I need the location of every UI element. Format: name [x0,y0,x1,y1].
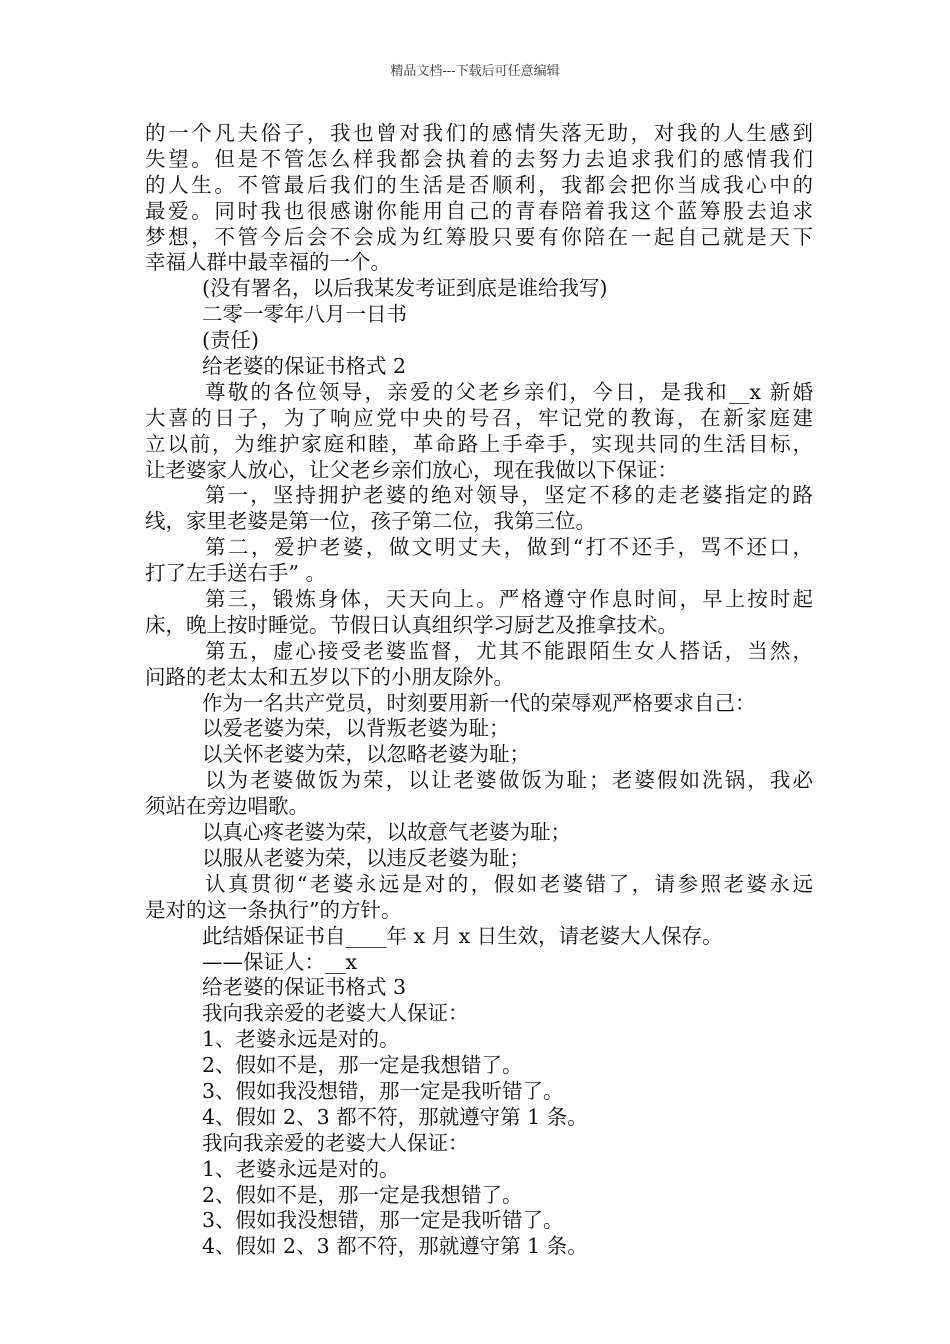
text-line: 床，晚上按时睡觉。节假日认真组织学习厨艺及推拿技术。 [145,612,678,637]
text-line: 作为一名共产党员，时刻要用新一代的荣辱观严格要求自己： [202,690,756,715]
text-line: 此结婚保证书自____年 x 月 x 日生效，请老婆大人保存。 [202,923,723,948]
text-line: 第一，坚持拥护老婆的绝对领导，坚定不移的走老婆指定的路 [205,483,813,508]
text-line: 是对的这一条执行”的方针。 [145,897,402,922]
text-line: 二零一零年八月一日书 [202,302,407,327]
list-item: 4、假如 2、3 都不符，那就遵守第 1 条。 [202,1234,588,1259]
text-line: 我向我亲爱的老婆大人保证： [202,1001,469,1026]
section-heading: 给老婆的保证书格式 2 [202,354,407,379]
text-line: 以服从老婆为荣，以违反老婆为耻； [202,845,530,870]
text-line: 失望。但是不管怎么样我都会执着的去努力去追求我们的感情我们 [145,146,813,171]
text-line: 以爱老婆为荣，以背叛老婆为耻； [202,716,510,741]
text-line: 我向我亲爱的老婆大人保证： [202,1130,469,1155]
text-line: ——保证人：__x [202,949,358,974]
text-line: 的人生。不管最后我们的生活是否顺利，我都会把你当成我心中的 [145,172,813,197]
text-line: 最爱。同时我也很感谢你能用自己的青春陪着我这个蓝筹股去追求 [145,198,813,223]
text-line: 让老婆家人放心，让父老乡亲们放心，现在我做以下保证： [145,457,678,482]
text-line: 立以前，为维护家庭和睦，革命路上手牵手，实现共同的生活目标， [145,431,813,456]
text-line: 第五，虚心接受老婆监督，尤其不能跟陌生女人搭话，当然， [205,638,813,663]
list-item: 1、老婆永远是对的。 [202,1027,400,1052]
text-line: 问路的老太太和五岁以下的小朋友除外。 [145,664,514,689]
text-line: 线，家里老婆是第一位，孩子第二位，我第三位。 [145,509,596,534]
text-line: 以为老婆做饭为荣，以让老婆做饭为耻；老婆假如洗锅，我必 [205,768,813,793]
list-item: 2、假如不是，那一定是我想错了。 [202,1053,523,1078]
text-line: 以关怀老婆为荣，以忽略老婆为耻； [202,742,530,767]
text-line: 大喜的日子，为了响应党中央的号召，牢记党的教诲，在新家庭建 [145,405,813,430]
section-heading: 给老婆的保证书格式 3 [202,975,407,1000]
list-item: 2、假如不是，那一定是我想错了。 [202,1182,523,1207]
list-item: 1、老婆永远是对的。 [202,1156,400,1181]
text-line: 以真心疼老婆为荣，以故意气老婆为耻； [202,820,571,845]
text-line: 的一个凡夫俗子，我也曾对我们的感情失落无助，对我的人生感到 [145,121,813,145]
text-line: (责任) [202,328,259,353]
text-line: 认真贯彻“老婆永远是对的，假如老婆错了，请参照老婆永远 [205,871,813,896]
page-header: 精品文档---下载后可任意编辑 [390,64,560,79]
list-item: 3、假如我没想错，那一定是我听错了。 [202,1208,564,1233]
list-item: 4、假如 2、3 都不符，那就遵守第 1 条。 [202,1104,588,1129]
list-item: 3、假如我没想错，那一定是我听错了。 [202,1078,564,1103]
text-line: 第二，爱护老婆，做文明丈夫，做到“打不还手，骂不还口， [205,535,813,560]
text-line: 第三，锻炼身体，天天向上。严格遵守作息时间，早上按时起 [205,587,813,612]
text-line: 尊敬的各位领导，亲爱的父老乡亲们，今日，是我和__x 新婚 [205,379,813,404]
text-line: 打了左手送右手” 。 [145,561,326,586]
text-line: (没有署名，以后我某发考证到底是谁给我写) [202,276,608,301]
text-line: 须站在旁边唱歌。 [145,794,309,819]
document-body [145,121,813,1260]
text-line: 幸福人群中最幸福的一个。 [145,250,391,275]
text-line: 梦想，不管今后会不会成为红筹股只要有你陪在一起自己就是天下 [145,224,813,249]
